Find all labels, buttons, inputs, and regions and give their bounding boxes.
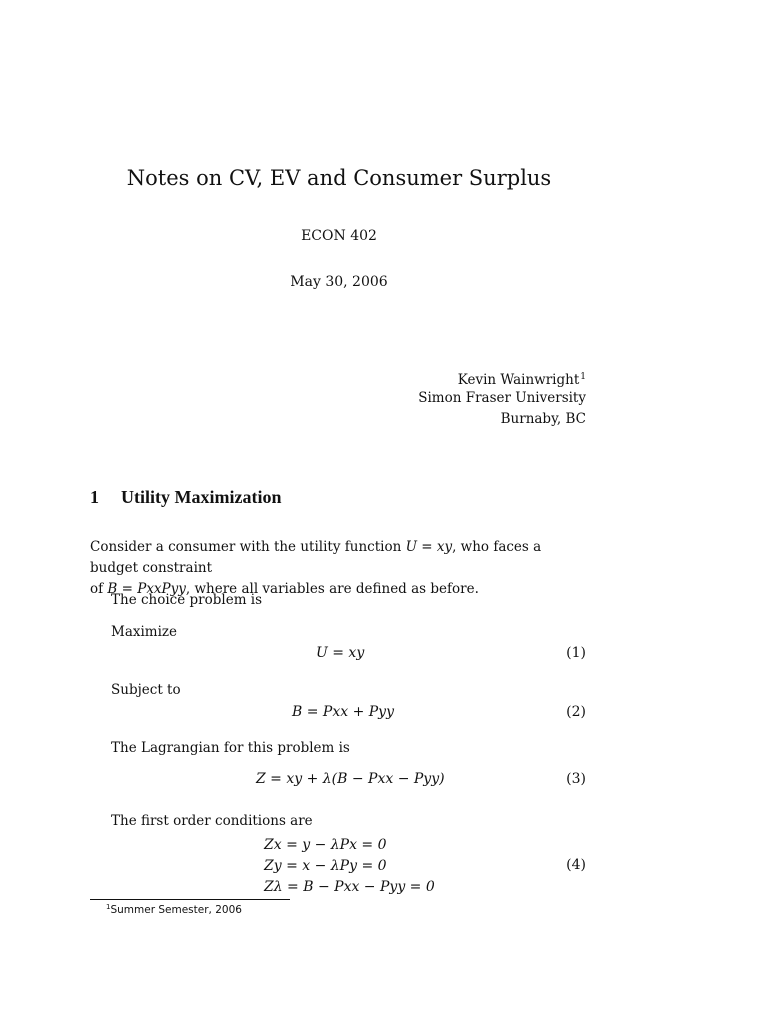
equation-1: U = xy <box>316 645 365 661</box>
equation-2: B = Pxx + Pyy <box>292 704 394 720</box>
author-name-text: Kevin Wainwright <box>457 372 580 388</box>
equation-3-number: (3) <box>566 771 586 787</box>
intro-text-a: Consider a consumer with the utility function <box>90 539 406 555</box>
intro-paragraph <box>90 537 590 600</box>
equation-1-number: (1) <box>566 645 586 661</box>
author-footnote-mark: 1 <box>580 372 586 382</box>
equation-3: Z = xy + λ(B − Pxx − Pyy) <box>256 771 445 787</box>
intro-text-c: of <box>90 581 108 597</box>
intro-budget-math: B = PxxPyy <box>107 581 186 597</box>
author-institution: Simon Fraser University <box>418 390 586 406</box>
equation-2-number: (2) <box>566 704 586 720</box>
section-title: Utility Maximization <box>121 487 282 507</box>
equation-4-line-3: Zλ = B − Pxx − Pyy = 0 <box>264 879 435 895</box>
foc-intro-text: The first order conditions are <box>111 813 313 829</box>
intro-utility-math: U = xy <box>405 539 453 555</box>
equation-4-line-1: Zx = y − λPx = 0 <box>264 837 387 853</box>
course-code: ECON 402 <box>301 228 377 244</box>
footnote-text: Summer Semester, 2006 <box>110 904 242 916</box>
maximize-text: Maximize <box>111 624 178 640</box>
equation-4-number: (4) <box>566 857 586 873</box>
paper-title: Notes on CV, EV and Consumer Surplus <box>126 166 552 190</box>
intro-text-d: , where all variables are defined as before. <box>185 581 479 597</box>
equation-4-line-2: Zy = x − λPy = 0 <box>264 858 387 874</box>
lagrangian-intro-text: The Lagrangian for this problem is <box>111 740 350 756</box>
footnote <box>105 903 242 916</box>
footnote-mark: 1 <box>106 903 111 911</box>
intro-text-b: , who faces a budget constraint <box>90 539 542 576</box>
author-location: Burnaby, BC <box>500 411 586 427</box>
section-heading <box>90 487 281 508</box>
paper-date: May 30, 2006 <box>290 274 388 290</box>
equation-4-block <box>264 835 435 898</box>
section-number: 1 <box>90 487 99 507</box>
choice-problem-text: The choice problem is <box>111 592 263 608</box>
footnote-rule <box>90 899 290 900</box>
subject-to-text: Subject to <box>111 682 181 698</box>
